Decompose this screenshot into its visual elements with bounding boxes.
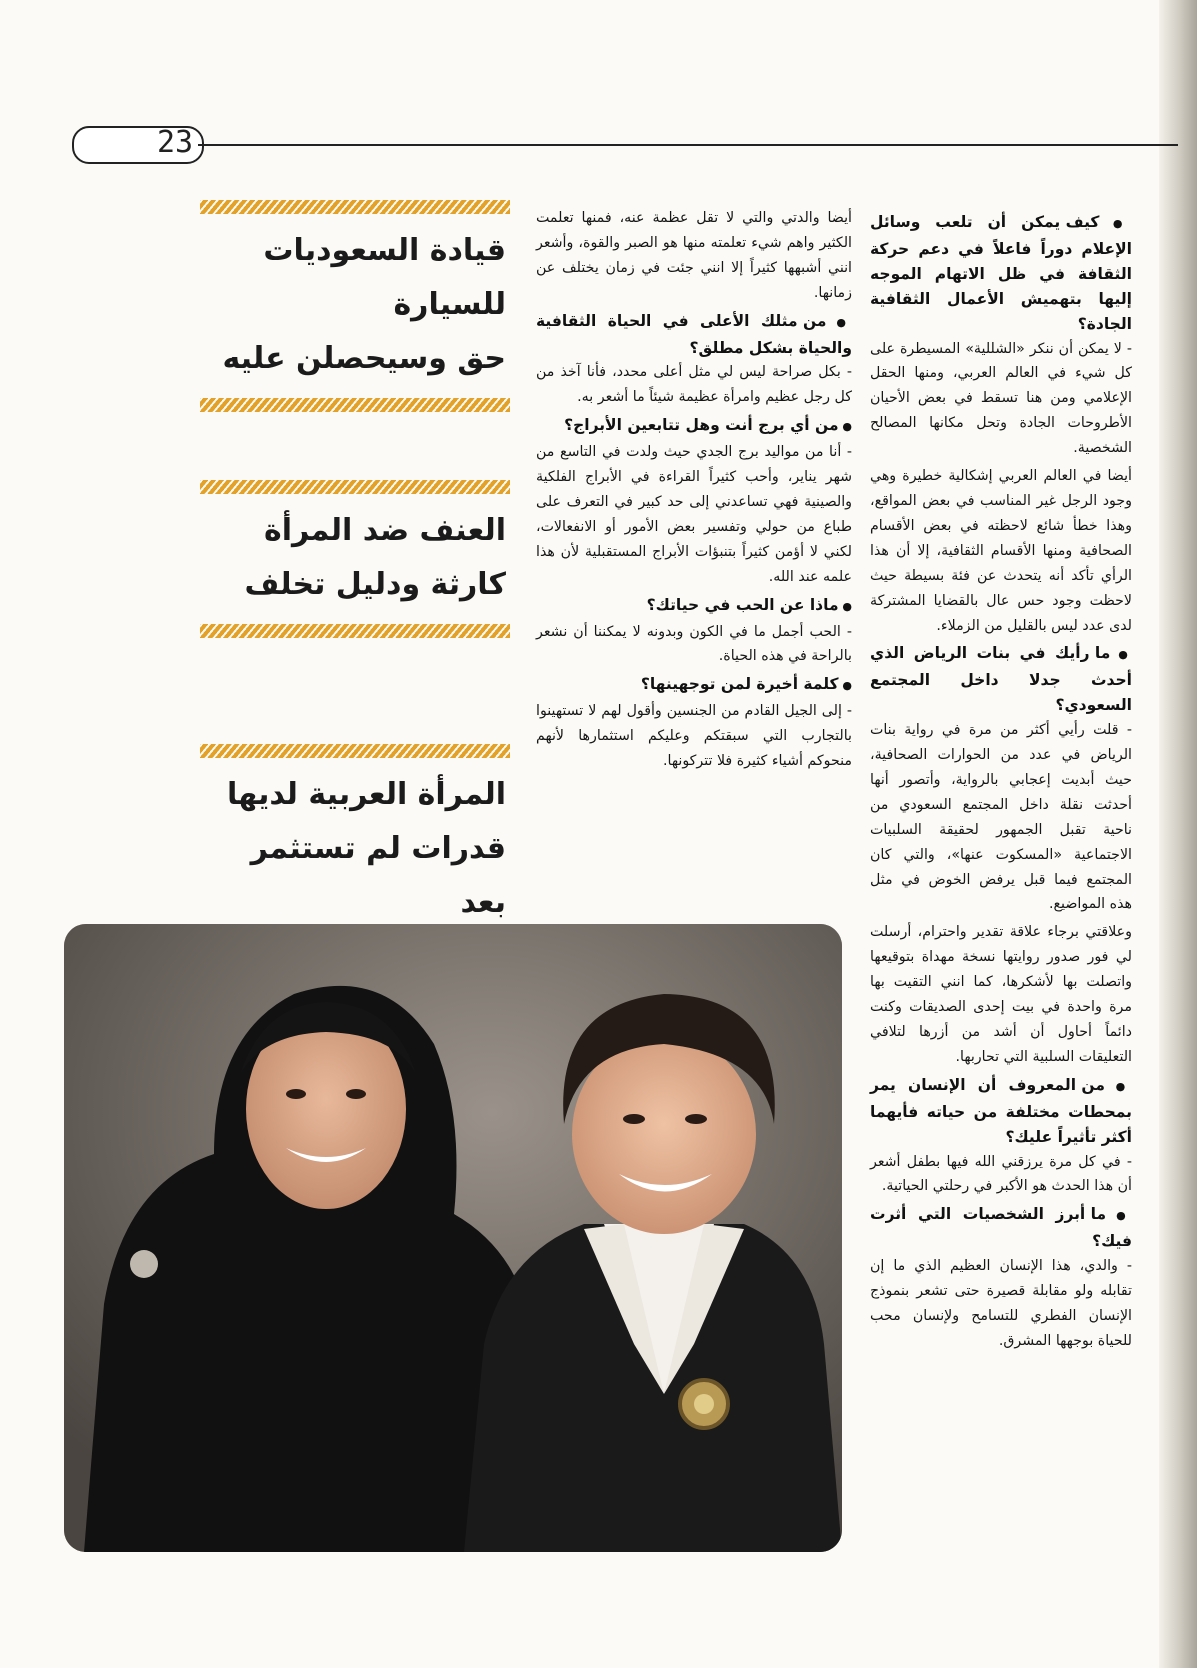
- pull-quote-2-text: [200, 494, 510, 624]
- pull-quote-1-text: [200, 214, 510, 398]
- answer-4-cont: أيضا والدتي والتي لا تقل عظمة عنه، فمنها تعلمت الكثير واهم شيء تعلمته منها هو الصبر والقوة، وأشعر انني أشبهها كثيراً إلا انني جئت في زمان يختلف عن زمانها.: [536, 210, 852, 301]
- pull-quote-3-line1: المرأة العربية لديها: [227, 777, 506, 812]
- question-8: ● كلمة أخيرة لمن توجهينها؟: [536, 672, 852, 699]
- pull-quote-stripe-top: [200, 744, 510, 758]
- question-4: ● ما أبرز الشخصيات التي أثرت فيك؟: [870, 1202, 1132, 1254]
- pull-quote-2-line2: كارثة ودليل تخلف: [244, 567, 506, 602]
- answer-1-cont: أيضا في العالم العربي إشكالية خطيرة وهي وجود الرجل غير المناسب في بعض المواقع، وهذا خطأ شائع لاحظته في بعض الأقسام الصحافية ومنها الأقسام الثقافية، إلا أن هذا الرأي تأكد أنه يتحدث عن فئة بسيطة حيث لاحظت وجود حس عال بالقضايا المشتركة لدى عدد ليس بالقليل من الزملاء.: [870, 468, 1132, 634]
- pull-quote-1: [200, 200, 510, 412]
- portrait-photo: [64, 924, 842, 1552]
- header-rule: [198, 144, 1178, 146]
- pull-quote-2: [200, 480, 510, 638]
- pull-quote-3-text: [200, 758, 510, 942]
- answer-8: - إلى الجيل القادم من الجنسين وأقول لهم لا تستهينوا بالتجارب التي سبقتكم وعليكم استثمارها لأنهم منحوكم أشياء كثيرة فلا تتركونها.: [536, 703, 852, 770]
- article-column-middle: [536, 206, 852, 777]
- page-number: 23: [156, 125, 194, 160]
- answer-7: - الحب أجمل ما في الكون وبدونه لا يمكننا أن نشعر بالراحة في هذه الحياة.: [536, 623, 852, 665]
- pull-quote-1-line2: حق وسيحصلن عليه: [222, 341, 506, 376]
- question-7: ● ماذا عن الحب في حياتك؟: [536, 593, 852, 620]
- article-column-right: [870, 210, 1132, 1357]
- page-gutter-shadow: [1159, 0, 1197, 1668]
- pull-quote-stripe-bottom: [200, 398, 510, 412]
- answer-2: - قلت رأيي أكثر من مرة في رواية بنات الرياض في عدد من الحوارات الصحافية، حيث أبديت إعجابي بالرواية، وأتصور أنها أحدثت نقلة داخل المجتمع السعودي من ناحية تقبل الجمهور لحقيقة السلبيات الاجتماعية «المسكوت عنها»، والتي كان المجتمع فيما قبل يرفض الخوض في مثل هذه المواضيع.: [870, 722, 1132, 913]
- question-1: ● كيف يمكن أن تلعب وسائل الإعلام دوراً فاعلاً في دعم حركة الثقافة في ظل الاتهام الموجه إليها بتهميش الأعمال الثقافية الجادة؟: [870, 210, 1132, 337]
- question-3: ● من المعروف أن الإنسان يمر بمحطات مختلفة من حياته فأيهما أكثر تأثيراً عليك؟: [870, 1073, 1132, 1150]
- answer-6: - أنا من مواليد برج الجدي حيث ولدت في التاسع من شهر يناير، وأحب كثيراً القراءة في الأبراج الفلكية والصينية فهي تساعدني إلى حد كبير في التعرف على طباع من حولي وتفسير بعض الأمور أو الانفعالات، لكني لا أؤمن كثيراً بتنبؤات الأبراج المستقبلية لأن هذا علمه عند الله.: [536, 444, 852, 585]
- question-6: ● من أي برج أنت وهل تتابعين الأبراج؟: [536, 413, 852, 440]
- answer-5: - بكل صراحة ليس لي مثل أعلى محدد، فأنا آخذ من كل رجل عظيم وامرأة عظيمة شيئاً ما أشعر به.: [536, 364, 852, 406]
- pull-quote-2-line1: العنف ضد المرأة: [264, 513, 506, 548]
- answer-4: - والدي، هذا الإنسان العظيم الذي ما إن تقابله ولو مقابلة قصيرة حتى تشعر بنموذج الإنسان الفطري للتسامح ولإنسان محب للحياة بوجهها المشرق.: [870, 1258, 1132, 1349]
- pull-quote-stripe-top: [200, 200, 510, 214]
- portrait-illustration: [64, 924, 842, 1552]
- pull-quote-stripe-bottom: [200, 624, 510, 638]
- answer-1: - لا يمكن أن ننكر «الشللية» المسيطرة على كل شيء في العالم العربي، ومنها الحقل الإعلامي ومن هنا تسقط في بعض الأحيان الأطروحات الجادة وتحل مكانها المصالح الشخصية.: [870, 340, 1132, 457]
- pull-quote-3-line2: قدرات لم تستثمر بعد: [250, 831, 506, 920]
- question-2: ● ما رأيك في بنات الرياض الذي أحدث جدلا داخل المجتمع السعودي؟: [870, 641, 1132, 718]
- answer-2-cont: وعلاقتي برجاء علاقة تقدير واحترام، أرسلت لي فور صدور روايتها نسخة مهداة بتوقيعها واتصلت بها لأشكرها، كما انني التقيت بها مرة واحدة في بيت إحدى الصديقات وكنت دائماً أحاول أن أشد من أزرها لتلافي التعليقات السلبية التي تحاربها.: [870, 924, 1132, 1065]
- answer-3: - في كل مرة يرزقني الله فيها بطفل أشعر أن هذا الحدث هو الأكبر في رحلتي الحياتية.: [870, 1153, 1132, 1195]
- pull-quote-stripe-top: [200, 480, 510, 494]
- question-5: ● من مثلك الأعلى في الحياة الثقافية والحياة بشكل مطلق؟: [536, 309, 852, 361]
- pull-quote-1-line1: قيادة السعوديات للسيارة: [263, 233, 506, 322]
